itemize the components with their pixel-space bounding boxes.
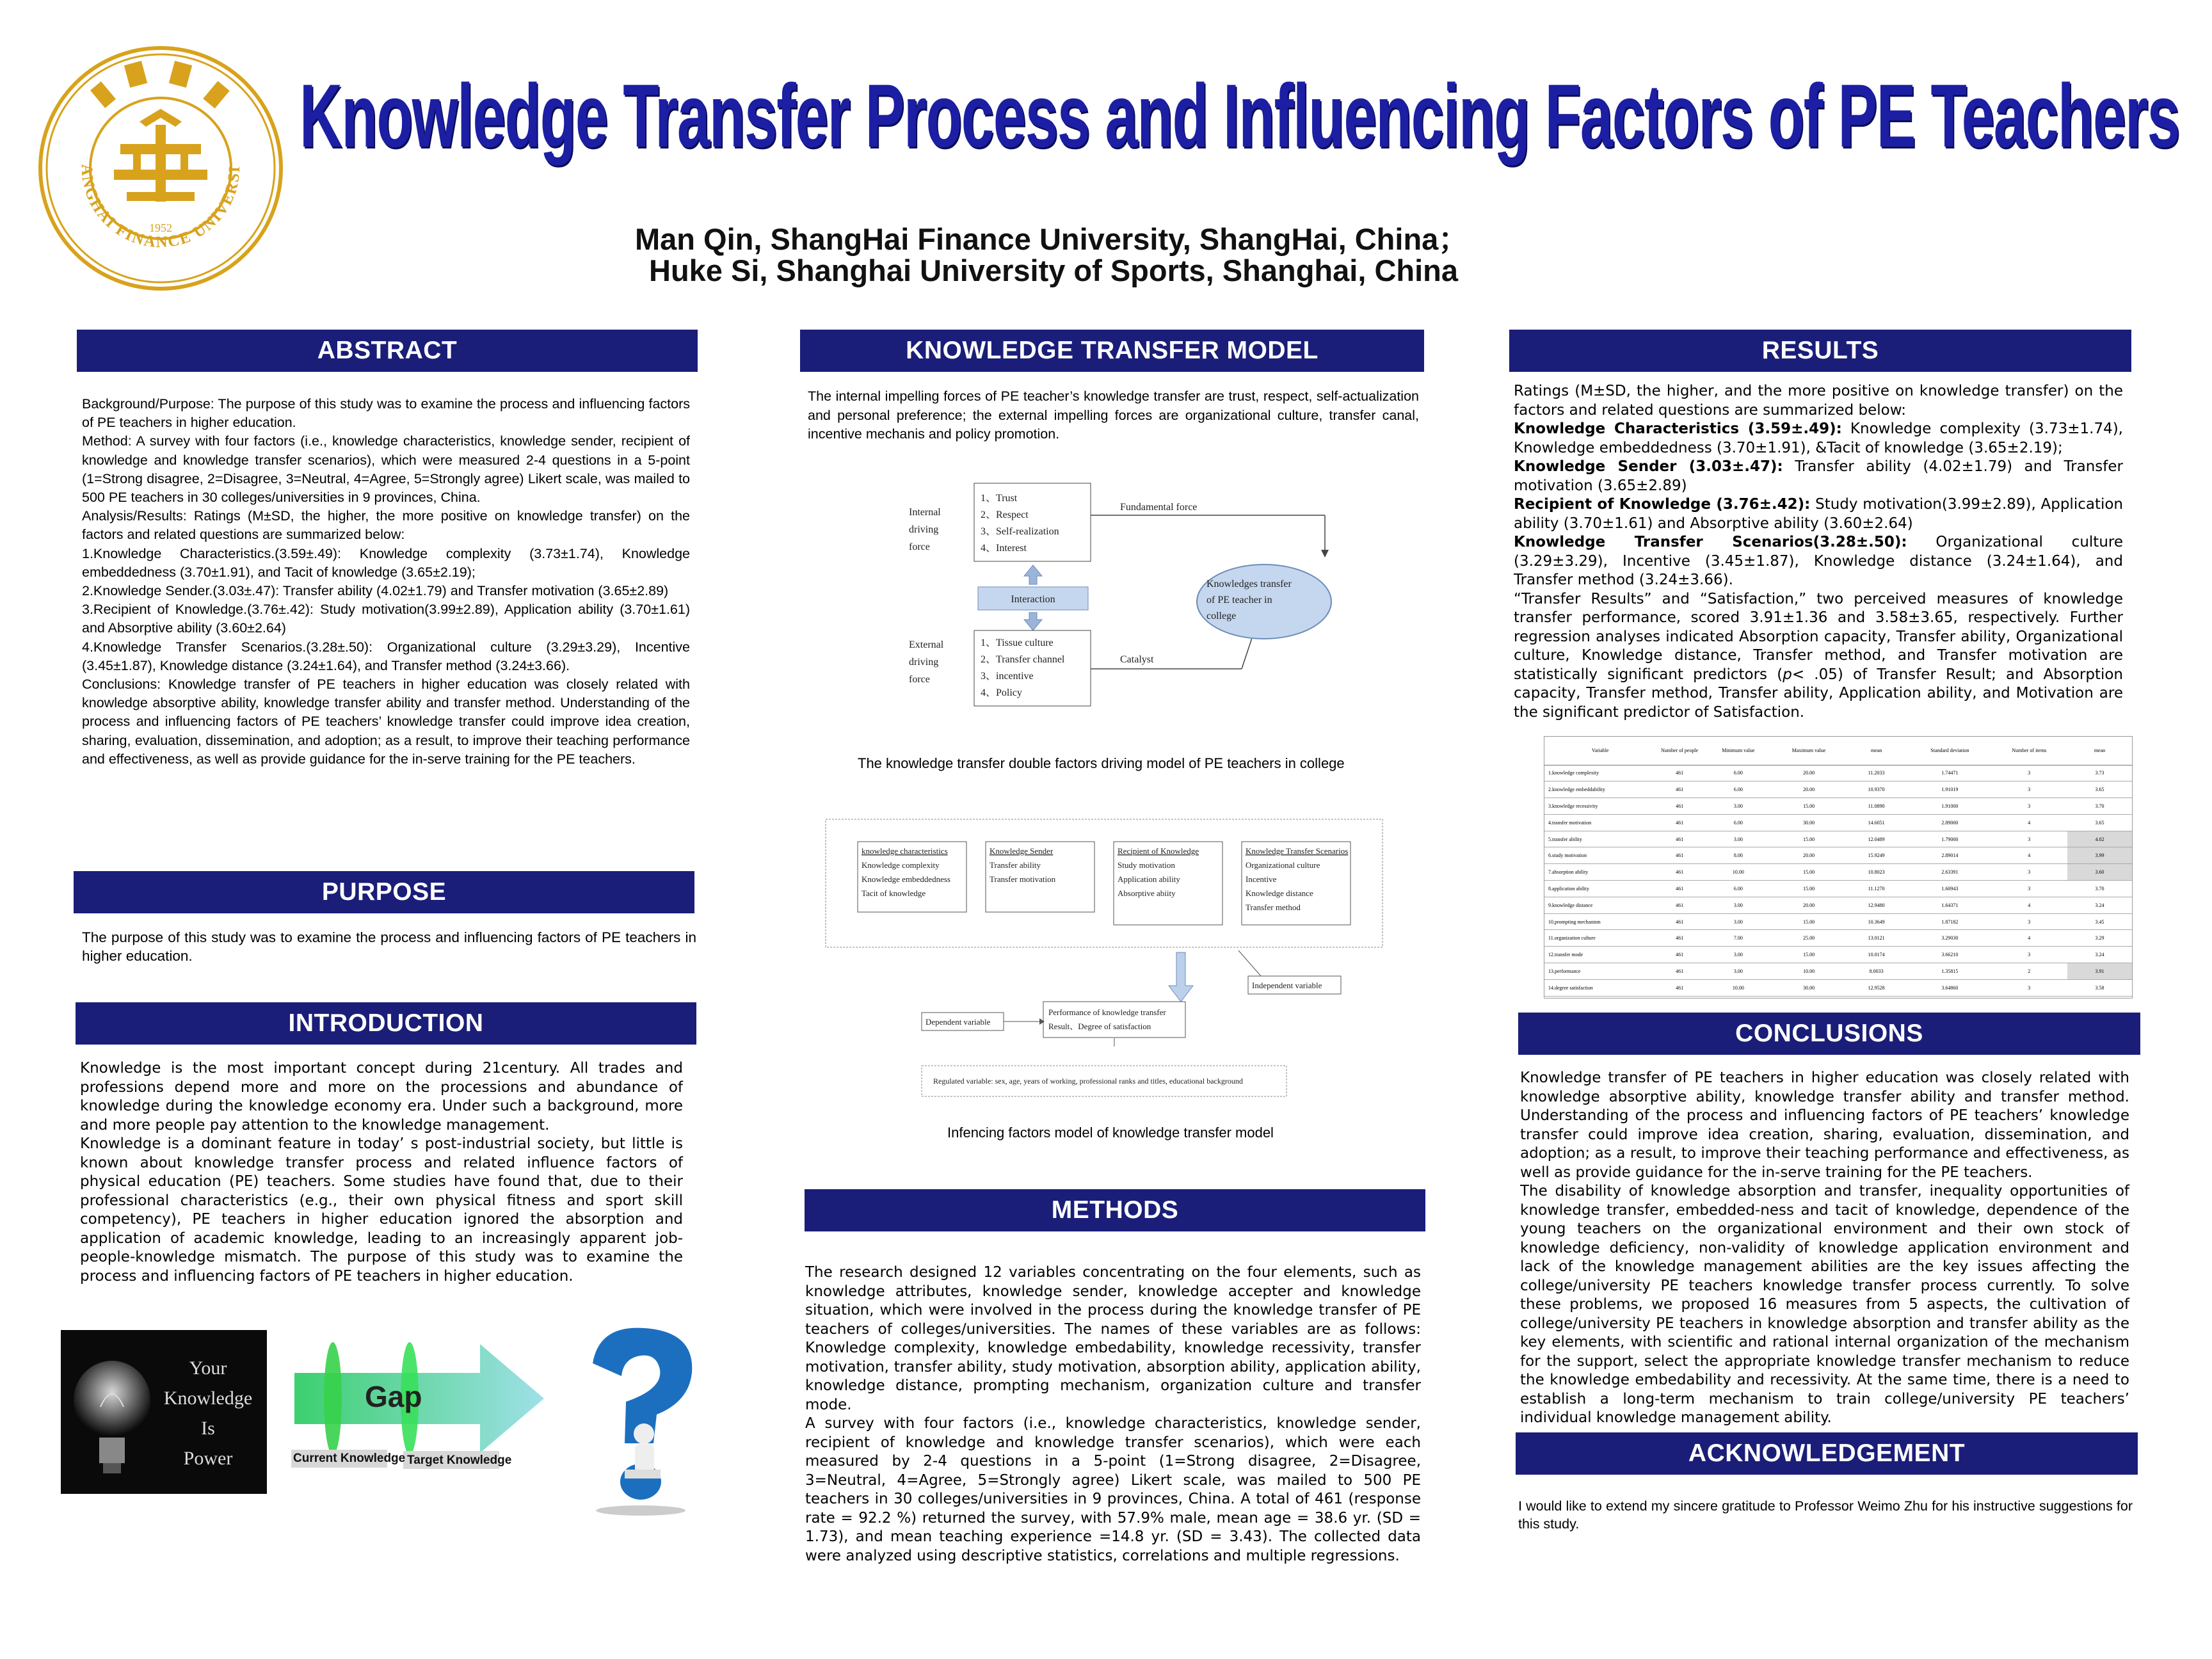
table-cell: 461 — [1656, 847, 1703, 864]
methods-p2: A survey with four factors (i.e., knowledge characteristics, knowledge sender, recipient of knowledge and knowledge transfer scenarios), which were each measured by 2-4 questions in a 5-point (1=Strong disagree, 2=Disagree, 3=Neutral, 4=Agree, 5=Strongly agree) Likert scale, was mailed to 500 PE teachers in 30 colleges/universities in 9 provinces, China. A total of 461 (response rate = 92.2 %) returned the survey, with 57.9% male, mean age = 38.6 yr. (SD = 1.73), and mean teaching experience =14.8 yr. (SD = 3.43). The collected data were analyzed using descriptive statistics, correlations and multiple regressions. — [805, 1415, 1421, 1564]
results-ks-heading: Knowledge Sender (3.03±.47): — [1514, 458, 1783, 475]
poster-title: Knowledge Transfer Process and Influencing Factors of PE Teachers — [300, 65, 2179, 166]
table-cell: 12.transfer mode — [1544, 947, 1656, 963]
factor-4-item: Transfer method — [1246, 902, 1301, 912]
table-cell: 3.00 — [1703, 913, 1774, 930]
model-text: The internal impelling forces of PE teacher’s knowledge transfer are trust, respect, self-actualization and personal preference; the external impelling forces are organizational culture, transfer canal, incentive mechanis and policy promotion. — [808, 389, 1419, 442]
results-kt-heading: Knowledge Transfer Scenarios(3.28±.50): — [1514, 534, 1907, 550]
table-cell: 2.89000 — [1909, 814, 1991, 831]
ellipse-text: of PE teacher in — [1206, 595, 1272, 605]
table-cell: 2.knowledge embeddability — [1544, 781, 1656, 798]
descriptive-statistics-table — [1544, 736, 2133, 998]
table-cell: 461 — [1656, 930, 1703, 947]
table-cell: 1.91019 — [1909, 781, 1991, 798]
table-cell: 3.00 — [1703, 897, 1774, 913]
internal-item: 4、Interest — [981, 543, 1027, 554]
table-cell: 3.knowledge recessivity — [1544, 798, 1656, 815]
catalyst-label: Catalyst — [1120, 654, 1154, 665]
table-cell: 10.0174 — [1844, 947, 1909, 963]
internal-label: driving — [909, 524, 939, 535]
table-cell: 7.absorption ability — [1544, 864, 1656, 881]
table-cell: 2.63391 — [1909, 864, 1991, 881]
table-cell: 15.00 — [1774, 913, 1844, 930]
purpose-heading: PURPOSE — [74, 871, 694, 913]
table-cell: 1.74471 — [1909, 765, 1991, 781]
results-regression-end: < .05) of Transfer Result; and Absorption capacity, Transfer method, Transfer ability, Application ability, and Motivation are the significant predictor of Satisfaction. — [1514, 666, 2124, 721]
table-cell: 461 — [1656, 814, 1703, 831]
table-cell: 15.00 — [1774, 881, 1844, 897]
model-heading: KNOWLEDGE TRANSFER MODEL — [800, 330, 1424, 372]
results-kt: Organizational culture (3.29±3.29), Incentive (3.45±1.87), Knowledge distance (3.24±1.64), and Transfer method (3.24±3.66). — [1514, 534, 2123, 588]
table-header: Maximum value — [1774, 737, 1844, 765]
table-cell: 10.prompting mechanism — [1544, 913, 1656, 930]
table-cell: 3 — [1991, 864, 2067, 881]
interaction-label: Interaction — [1011, 594, 1055, 605]
conclusions-text — [1520, 1069, 2129, 1428]
table-cell: 11.0890 — [1844, 798, 1909, 815]
results-kc-heading: Knowledge Characteristics (3.59±.49): — [1514, 421, 1842, 437]
table-row — [1544, 897, 2132, 913]
table-cell: 15.9249 — [1844, 847, 1909, 864]
table-cell: 8.00 — [1703, 847, 1774, 864]
methods-p1: The research designed 12 variables concentrating on the four elements, such as knowledge attributes, knowledge sender, knowledge accepter and knowledge situation, which were involved in the process during the knowledge transfer of PE teachers of colleges/universities. The names of these variables are as follows: Knowledge complexity, knowledge embedability, knowledge recessivity, transfer motivation, transfer ability, study motivation, absorption ability, application ability, knowledge distance, prompting mechanism, organization culture and transfer mode. — [805, 1264, 1421, 1413]
table-cell: 1.60943 — [1909, 881, 1991, 897]
table-header: Standard deviation — [1909, 737, 1991, 765]
table-cell: 30.00 — [1774, 979, 1844, 996]
table-cell: 3 — [1991, 831, 2067, 847]
external-label: force — [909, 674, 930, 685]
table-cell: 3.60 — [2067, 864, 2132, 881]
table-cell: 7.00 — [1703, 930, 1774, 947]
factor-1-item: Knowledge complexity — [862, 860, 940, 870]
external-label: External — [909, 639, 944, 650]
external-item: 3、incentive — [981, 671, 1034, 682]
table-header: mean — [1844, 737, 1909, 765]
table-cell: 20.00 — [1774, 897, 1844, 913]
table-cell: 3.65 — [2067, 814, 2132, 831]
results-text — [1514, 382, 2123, 722]
external-item: 1、Tissue culture — [981, 637, 1054, 648]
table-cell: 3.24 — [2067, 897, 2132, 913]
table-row — [1544, 847, 2132, 864]
table-cell: 6.00 — [1703, 814, 1774, 831]
table-cell: 15.00 — [1774, 798, 1844, 815]
acknowledgement-heading: ACKNOWLEDGEMENT — [1516, 1432, 2138, 1475]
table-cell: 461 — [1656, 798, 1703, 815]
table-cell: 15.00 — [1774, 831, 1844, 847]
results-rk: Study motivation(3.99±2.89), Application ability (3.70±1.61) and Absorptive ability (3.60±2.64) — [1514, 496, 2124, 532]
lightbulb-icon — [74, 1361, 150, 1440]
table-cell: 4.transfer motivation — [1544, 814, 1656, 831]
dependent-variable-label: Dependent variable — [926, 1017, 991, 1027]
abstract-line: 4.Knowledge Transfer Scenarios.(3.28±.50): Organizational culture (3.29±3.29), Incentive (3.45±1.87), Knowledge distance (3.24±1.64), and Transfer method (3.24±3.66). — [82, 639, 690, 673]
table-cell: 13.0121 — [1844, 930, 1909, 947]
question-mark-image — [573, 1325, 705, 1517]
table-cell: 20.00 — [1774, 781, 1844, 798]
table-cell: 3.65 — [2067, 781, 2132, 798]
abstract-line: 2.Knowledge Sender.(3.03±.47): Transfer ability (4.02±1.79) and Transfer motivation (3.65±2.89) — [82, 583, 669, 599]
table-header-row — [1544, 737, 2132, 765]
table-cell: 3.29030 — [1909, 930, 1991, 947]
table-cell: 1.79000 — [1909, 831, 1991, 847]
internal-item: 1、Trust — [981, 493, 1018, 504]
table-cell: 461 — [1656, 979, 1703, 996]
table-cell: 14.6051 — [1844, 814, 1909, 831]
factor-4-title: Knowledge Transfer Scenarios — [1246, 846, 1349, 856]
purpose-text: The purpose of this study was to examine the process and influencing factors of PE teachers in higher education. — [82, 929, 696, 964]
table-cell: 12.9528 — [1844, 979, 1909, 996]
table-cell: 6.00 — [1703, 781, 1774, 798]
table-cell: 3.66210 — [1909, 947, 1991, 963]
double-factors-diagram — [877, 477, 1363, 707]
influencing-factors-diagram — [819, 813, 1389, 1107]
table-cell: 3.45 — [2067, 913, 2132, 930]
table-cell: 461 — [1656, 831, 1703, 847]
conclusions-heading: CONCLUSIONS — [1518, 1013, 2140, 1055]
table-cell: 15.00 — [1774, 864, 1844, 881]
introduction-p1: Knowledge is the most important concept during 21century. All trades and professions depend more and more on the processions and abundance of knowledge during the knowledge economy era. Under such a background, more and more people pay attention to the knowledge management. — [80, 1060, 683, 1134]
results-heading: RESULTS — [1509, 330, 2131, 372]
table-cell: 3.64860 — [1909, 979, 1991, 996]
table-cell: 12.9480 — [1844, 897, 1909, 913]
table-row — [1544, 913, 2132, 930]
external-item: 2、Transfer channel — [981, 654, 1065, 665]
table-cell: 3.70 — [2067, 798, 2132, 815]
table-header: Minimum value — [1703, 737, 1774, 765]
table-header: Number of people — [1656, 737, 1703, 765]
table-cell: 6.study motivation — [1544, 847, 1656, 864]
table-cell: 20.00 — [1774, 765, 1844, 781]
table-cell: 3.00 — [1703, 831, 1774, 847]
external-item: 4、Policy — [981, 687, 1022, 698]
table-cell: 2.89014 — [1909, 847, 1991, 864]
factor-3-item: Absorptive abiity — [1118, 888, 1176, 898]
table-cell: 1.knowledge complexity — [1544, 765, 1656, 781]
diagram-caption-2: Infencing factors model of knowledge transfer model — [947, 1125, 1274, 1141]
factor-4-item: Organizational culture — [1246, 860, 1320, 870]
performance-text: Performance of knowledge transfer — [1048, 1007, 1166, 1017]
table-cell: 1.64371 — [1909, 897, 1991, 913]
results-regression: “Transfer Results” and “Satisfaction,” two perceived measures of knowledge transfer performance, scored 3.91±1.36 and 3.58±3.65, respectively. Further regression analyses indicated Absorption capacity, Transfer ability, Organizational culture, Knowledge distance, Transfer method, and Transfer motivation are statistically significant predictors ( — [1514, 590, 2123, 683]
table-cell: 3 — [1991, 798, 2067, 815]
results-kc: Knowledge complexity (3.73±1.74), Knowledge embeddedness (3.70±1.91), &Tacit of knowledge (3.65±2.19); — [1514, 421, 2123, 456]
diagram-caption-1: The knowledge transfer double factors driving model of PE teachers in college — [858, 755, 1345, 771]
author-line-2: Huke Si, Shanghai University of Sports, Shanghai, China — [649, 253, 1458, 287]
table-cell: 3.00 — [1703, 963, 1774, 980]
acknowledgement-text: I would like to extend my sincere gratitude to Professor Weimo Zhu for his instructive suggestions for this study. — [1518, 1498, 2133, 1532]
ellipse-text: Knowledges transfer — [1206, 579, 1292, 589]
table-cell: 25.00 — [1774, 930, 1844, 947]
table-cell: 10.9370 — [1844, 781, 1909, 798]
table-cell: 4.02 — [2067, 831, 2132, 847]
table-cell: 1.35815 — [1909, 963, 1991, 980]
table-cell: 20.00 — [1774, 847, 1844, 864]
abstract-line: Method: A survey with four factors (i.e., knowledge characteristics, knowledge sender, recipient of knowledge and knowledge transfer scenarios), which were measured 2-4 questions in a 5-point (1=Strong disagree, 2=Disagree, 3=Neutral, 4=Agree, 5=Strongly agree) Likert scale, was mailed to 500 PE teachers in 30 colleges/universities in 9 provinces, China. — [82, 433, 690, 506]
table-cell: 461 — [1656, 781, 1703, 798]
table-cell: 15.00 — [1774, 947, 1844, 963]
table-row — [1544, 881, 2132, 897]
internal-label: force — [909, 541, 930, 552]
table-header: mean — [2067, 737, 2132, 765]
logo-year: 1952 — [149, 221, 172, 234]
abstract-text — [82, 395, 690, 769]
methods-text — [805, 1263, 1421, 1566]
factor-2-title: Knowledge Sender — [990, 846, 1054, 856]
table-cell: 5.transfer ability — [1544, 831, 1656, 847]
table-cell: 3.00 — [1703, 798, 1774, 815]
table-cell: 3.91 — [2067, 963, 2132, 980]
table-cell: 6.00 — [1703, 881, 1774, 897]
table-cell: 461 — [1656, 947, 1703, 963]
internal-item: 2、Respect — [981, 509, 1029, 520]
external-label: driving — [909, 657, 939, 668]
table-cell: 3.73 — [2067, 765, 2132, 781]
factor-4-item: Incentive — [1246, 874, 1277, 884]
abstract-line: 1.Knowledge Characteristics.(3.59±.49): Knowledge complexity (3.73±1.74), Knowledge embeddedness (3.70±1.91), and Tacit of knowledge (3.65±2.19); — [82, 545, 690, 580]
abstract-line: 3.Recipient of Knowledge.(3.76±.42): Study motivation(3.99±2.89), Application ability (3.70±1.61) and Absorptive ability (3.60±2.64) — [82, 602, 690, 636]
table-cell: 461 — [1656, 765, 1703, 781]
table-row — [1544, 781, 2132, 798]
abstract-line: Analysis/Results: Ratings (M±SD, the higher, the more positive on knowledge transfer) on the factors and related questions are summarized below: — [82, 508, 690, 543]
results-intro: Ratings (M±SD, the higher, and the more positive on knowledge transfer) on the factors and related questions are summarized below: — [1514, 383, 2123, 419]
factor-2-item: Transfer motivation — [990, 874, 1056, 884]
table-cell: 3.58 — [2067, 979, 2132, 996]
regulated-variable-text: Regulated variable: sex, age, years of working, professional ranks and titles, educational background — [933, 1077, 1243, 1086]
table-cell: 10.8023 — [1844, 864, 1909, 881]
table-cell: 8.0033 — [1844, 963, 1909, 980]
methods-heading: METHODS — [805, 1189, 1425, 1231]
factor-1-item: Tacit of knowledge — [862, 888, 926, 898]
ellipse-text: college — [1206, 611, 1237, 621]
table-cell: 14.degree satisfaction — [1544, 979, 1656, 996]
table-cell: 10.00 — [1703, 864, 1774, 881]
results-ks: Transfer ability (4.02±1.79) and Transfer motivation (3.65±2.89) — [1514, 458, 2123, 494]
results-rk-heading: Recipient of Knowledge (3.76±.42): — [1514, 496, 1811, 513]
table-cell: 3 — [1991, 913, 2067, 930]
table-row — [1544, 947, 2132, 963]
table-cell: 3.70 — [2067, 881, 2132, 897]
factor-1-title: knowledge characteristics — [862, 846, 948, 856]
performance-text: Result、Degree of satisfaction — [1048, 1022, 1151, 1031]
conclusions-p2: The disability of knowledge absorption and transfer, inequality opportunities of knowledge transfer, embedded-ness and tacit of knowledge, dependence of the young teachers on the organizational environment and their own stock of knowledge deficiency, non-validity of knowledge application environment and lack of the knowledge management abilities are the key issues affecting the college/university PE teachers knowledge transfer process currently. To solve these problems, we proposed 16 measures from 5 aspects, the cultivation of college/university PE teachers in knowledge absorption and transfer ability as the key elements, with scientific and rational internal organization of the mechanism for the support, select the appropriate knowledge transfer mechanism to reduce the knowledge embedability and recessivity. At the same time, there is a need to establish a long-term mechanism to train college/university PE teachers’ individual knowledge management ability. — [1520, 1183, 2129, 1426]
knowledge-power-image — [61, 1330, 267, 1494]
results-p: p — [1783, 666, 1792, 683]
table-header: Variable — [1544, 737, 1656, 765]
introduction-text — [80, 1059, 683, 1286]
table-cell: 461 — [1656, 864, 1703, 881]
bulb-line: Your — [189, 1358, 227, 1379]
table-cell: 3.24 — [2067, 947, 2132, 963]
table-row — [1544, 979, 2132, 996]
table-cell: 1.91000 — [1909, 798, 1991, 815]
table-cell: 461 — [1656, 881, 1703, 897]
table-cell: 4 — [1991, 930, 2067, 947]
table-cell: 11.2033 — [1844, 765, 1909, 781]
factor-3-title: Recipient of Knowledge — [1118, 846, 1199, 856]
internal-item: 3、Self-realization — [981, 526, 1059, 537]
abstract-line: Conclusions: Knowledge transfer of PE teachers in higher education was closely related with knowledge absorptive ability, knowledge transfer ability and transfer method. Understanding of the process and influencing factors of PE teachers’ knowledge transfer could improve idea creation, sharing, evaluation, dissemination, and adoption; as a result, to improve their teaching performance and effectiveness, as well as provide guidance for the in-serve training for the PE teachers. — [82, 677, 690, 767]
bulb-line: Knowledge — [163, 1388, 253, 1409]
table-cell: 3 — [1991, 781, 2067, 798]
table-cell: 10.3649 — [1844, 913, 1909, 930]
table-cell: 1.87182 — [1909, 913, 1991, 930]
table-cell: 3 — [1991, 881, 2067, 897]
internal-label: Internal — [909, 507, 941, 518]
factor-2-item: Transfer ability — [990, 860, 1041, 870]
abstract-line: Background/Purpose: The purpose of this study was to examine the process and influencing factors of PE teachers in higher education. — [82, 396, 690, 431]
table-cell: 3.29 — [2067, 930, 2132, 947]
bulb-line: Is — [201, 1418, 215, 1439]
table-row — [1544, 930, 2132, 947]
table-cell: 2 — [1991, 963, 2067, 980]
factor-3-item: Application ability — [1118, 874, 1180, 884]
table-cell: 13.performance — [1544, 963, 1656, 980]
table-cell: 10.00 — [1774, 963, 1844, 980]
table-cell: 3 — [1991, 765, 2067, 781]
table-cell: 461 — [1656, 913, 1703, 930]
author-line-1: Man Qin, ShangHai Finance University, ShangHai, China； — [635, 222, 1469, 256]
knowledge-gap-image — [288, 1341, 550, 1477]
table-cell: 3 — [1991, 947, 2067, 963]
table-cell: 9.knowledge distance — [1544, 897, 1656, 913]
table-cell: 3.99 — [2067, 847, 2132, 864]
table-header: Number of items — [1991, 737, 2067, 765]
factor-3-item: Study motivation — [1118, 860, 1175, 870]
introduction-heading: INTRODUCTION — [76, 1002, 696, 1045]
table-row — [1544, 765, 2132, 781]
introduction-p2: Knowledge is a dominant feature in today’ s post-industrial society, but little is known about knowledge transfer process and related influence factors of physical education (PE) teachers. Some studies have found that, due to their professional characteristics (e.g., their own physical fitness and sport skill competency), PE teachers in higher education ignored the absorption and application of academic knowledge, leading to an increasingly apparent job-people-knowledge mismatch. The purpose of this study was to examine the process and influencing factors of PE teachers in higher education. — [80, 1135, 683, 1285]
table-cell: 12.0489 — [1844, 831, 1909, 847]
table-row — [1544, 814, 2132, 831]
table-row — [1544, 798, 2132, 815]
factor-1-item: Knowledge embeddedness — [862, 874, 950, 884]
table-cell: 461 — [1656, 963, 1703, 980]
table-cell: 11.organization culture — [1544, 930, 1656, 947]
gap-label: Gap — [365, 1380, 422, 1413]
table-cell: 461 — [1656, 897, 1703, 913]
table-cell: 10.00 — [1703, 979, 1774, 996]
conclusions-p1: Knowledge transfer of PE teachers in higher education was closely related with knowledge absorptive ability, knowledge transfer ability and transfer method. Understanding of the process and influencing factors of PE teachers’ knowledge transfer could improve idea creation, sharing, evaluation, dissemination, and adoption; as a result, to improve their teaching performance and effectiveness, as well as provide guidance for the in-serve training for the PE teachers. — [1520, 1070, 2129, 1181]
table-cell: 3 — [1991, 979, 2067, 996]
independent-variable-label: Independent variable — [1252, 981, 1322, 990]
table-cell: 11.1270 — [1844, 881, 1909, 897]
table-cell: 30.00 — [1774, 814, 1844, 831]
table-cell: 4 — [1991, 814, 2067, 831]
table-cell: 4 — [1991, 897, 2067, 913]
factor-4-item: Knowledge distance — [1246, 888, 1313, 898]
abstract-heading: ABSTRACT — [77, 330, 698, 372]
target-knowledge-label: Target Knowledge — [407, 1454, 512, 1467]
table-row — [1544, 831, 2132, 847]
table-cell: 4 — [1991, 847, 2067, 864]
table-cell: 8.application ability — [1544, 881, 1656, 897]
bulb-line: Power — [183, 1448, 233, 1469]
logo-text: ANGHAI FINANCE UNIVERSI — [77, 163, 244, 252]
current-knowledge-label: Current Knowledge — [293, 1452, 406, 1465]
table-row — [1544, 963, 2132, 980]
university-logo — [37, 45, 284, 292]
table-cell: 3.00 — [1703, 947, 1774, 963]
table-cell: 6.00 — [1703, 765, 1774, 781]
fundamental-force-label: Fundamental force — [1120, 502, 1198, 513]
table-row — [1544, 864, 2132, 881]
